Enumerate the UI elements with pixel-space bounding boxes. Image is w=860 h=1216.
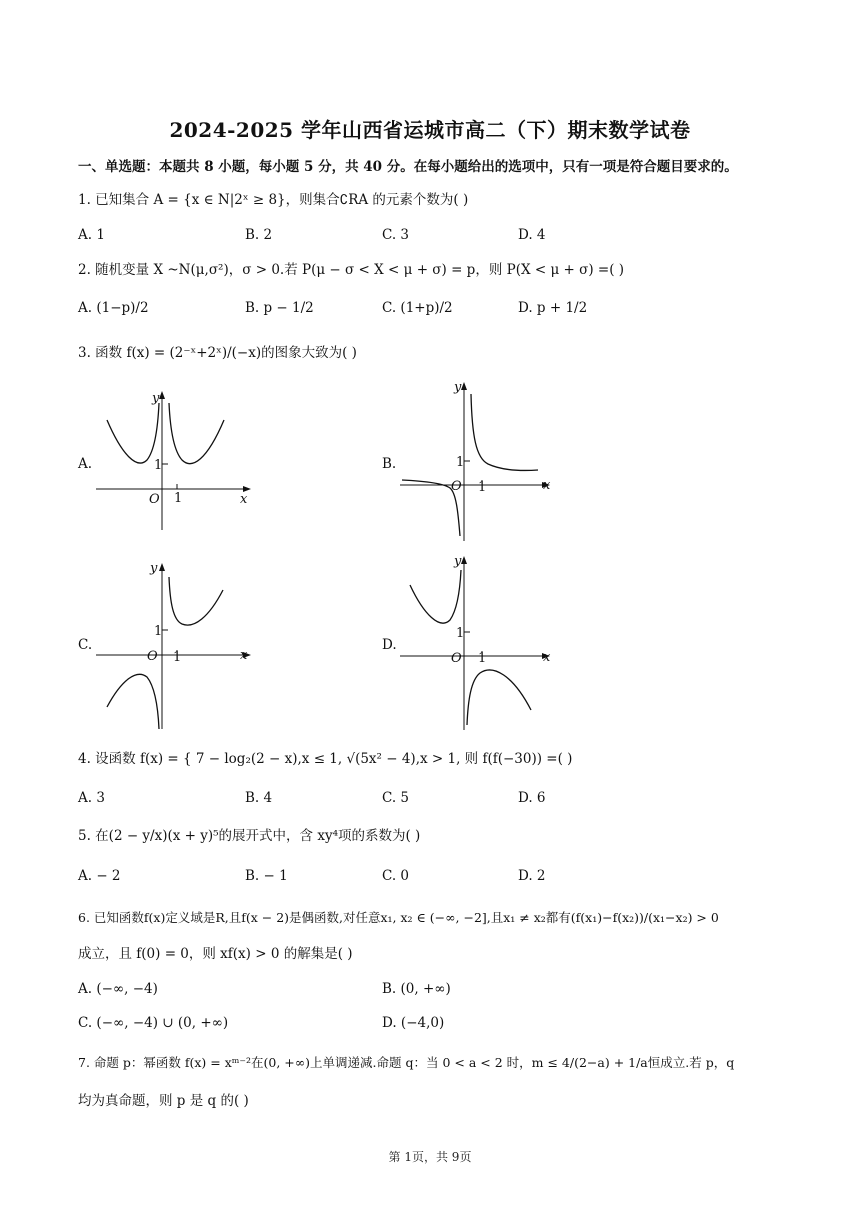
q3d-origin: O [451, 651, 462, 666]
q3b-tick-x: 1 [478, 480, 487, 495]
q5-option-a: A. − 2 [78, 868, 121, 884]
q3b-x-label: x [543, 478, 551, 493]
q6-option-b: B. (0, +∞) [382, 981, 451, 997]
q4-option-d: D. 6 [518, 790, 546, 806]
q3b-y-label: y [454, 380, 462, 395]
q3c-x-label: x [240, 648, 248, 663]
question-7-stem-line1: 7. 命题 p：幂函数 f(x) = xᵐ⁻²在(0, +∞)上单调递减.命题 q：当 0 < a < 2 时，m ≤ 4/(2−a) + 1/a恒成立.若 p，q [78, 1055, 735, 1070]
q3-graph-c [92, 557, 262, 737]
q3c-origin: O [147, 649, 158, 664]
q3c-y-label: y [150, 561, 158, 576]
q1-option-b: B. 2 [245, 227, 273, 243]
q3-label-a: A. [78, 456, 93, 472]
q3a-x-label: x [240, 492, 248, 507]
q2-option-a: A. (1−p)/2 [78, 300, 149, 316]
q4-option-c: C. 5 [382, 790, 410, 806]
page-footer: 第 1页，共 9页 [388, 1150, 472, 1164]
q5-option-c: C. 0 [382, 868, 410, 884]
q6-option-c: C. (−∞, −4) ∪ (0, +∞) [78, 1015, 229, 1031]
question-2-stem: 2. 随机变量 X ~N(μ,σ²)，σ > 0.若 P(μ − σ < X < μ + σ) = p，则 P(X < μ + σ) =( ) [78, 262, 625, 278]
q1-option-d: D. 4 [518, 227, 546, 243]
q5-option-d: D. 2 [518, 868, 546, 884]
q3-label-d: D. [382, 637, 397, 653]
q3-graph-d [398, 550, 568, 735]
q3c-tick-x: 1 [173, 650, 182, 665]
q1-option-c: C. 3 [382, 227, 410, 243]
question-7-stem-line2: 均为真命题，则 p 是 q 的( ) [78, 1093, 249, 1109]
q3-label-c: C. [78, 637, 93, 653]
question-3-stem: 3. 函数 f(x) = (2⁻ˣ+2ˣ)/(−x)的图象大致为( ) [78, 345, 357, 361]
q3a-origin: O [149, 492, 160, 507]
q1-option-a: A. 1 [78, 227, 105, 243]
section-heading: 一、单选题：本题共 8 小题，每小题 5 分，共 40 分。在每小题给出的选项中，只有一项是符合题目要求的。 [78, 159, 738, 175]
q4-option-a: A. 3 [78, 790, 105, 806]
q5-option-b: B. − 1 [245, 868, 288, 884]
q2-option-b: B. p − 1/2 [245, 300, 314, 316]
q3d-tick-x: 1 [478, 651, 487, 666]
question-4-stem: 4. 设函数 f(x) = { 7 − log₂(2 − x),x ≤ 1, √(5x² − 4),x > 1, 则 f(f(−30)) =( ) [78, 751, 573, 767]
question-1-stem: 1. 已知集合 A = {x ∈ N|2ˣ ≥ 8}，则集合∁RA 的元素个数为( ) [78, 192, 469, 208]
q2-option-d: D. p + 1/2 [518, 300, 588, 316]
q3a-tick-y: 1 [154, 458, 163, 473]
q3c-tick-y: 1 [154, 624, 163, 639]
question-6-stem-line1: 6. 已知函数f(x)定义域是R,且f(x − 2)是偶函数,对任意x₁, x₂ ∈ (−∞, −2],且x₁ ≠ x₂都有(f(x₁)−f(x₂))/(x₁−x₂) > 0 [78, 910, 719, 925]
q3-graph-b [398, 376, 568, 546]
q3d-y-label: y [454, 554, 462, 569]
q3a-tick-x: 1 [174, 491, 183, 506]
q3d-x-label: x [543, 650, 551, 665]
q3d-tick-y: 1 [456, 626, 465, 641]
question-5-stem: 5. 在(2 − y/x)(x + y)⁵的展开式中，含 xy⁴项的系数为( ) [78, 828, 421, 844]
q3b-tick-y: 1 [456, 455, 465, 470]
q6-option-a: A. (−∞, −4) [78, 981, 158, 997]
q4-option-b: B. 4 [245, 790, 273, 806]
q3-graph-a [92, 385, 262, 535]
q3b-origin: O [451, 479, 462, 494]
q3a-y-label: y [152, 391, 160, 406]
q2-option-c: C. (1+p)/2 [382, 300, 453, 316]
q6-option-d: D. (−4,0) [382, 1015, 445, 1031]
page-title: 2024-2025 学年山西省运城市高二（下）期末数学试卷 [169, 118, 691, 142]
question-6-stem-line2: 成立，且 f(0) = 0，则 xf(x) > 0 的解集是( ) [78, 946, 353, 962]
q3-label-b: B. [382, 456, 397, 472]
